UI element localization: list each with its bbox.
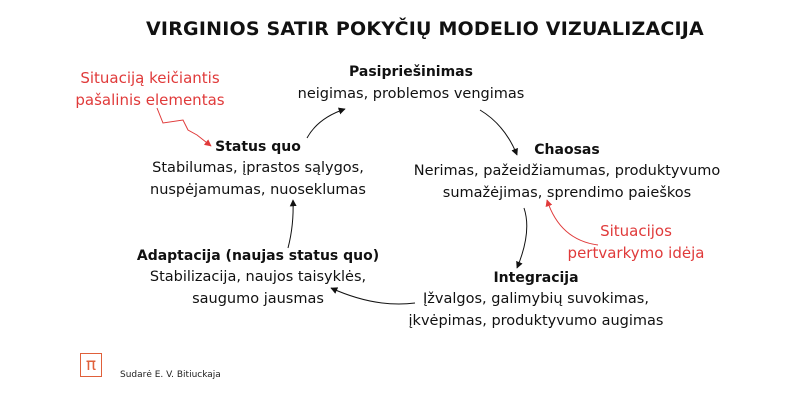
node-chaos-line-1: Nerimas, pažeidžiamumas, produktyvumo — [413, 163, 721, 179]
node-adaptation-line-2: saugumo jausmas — [192, 291, 324, 307]
node-chaos-line-2: sumažėjimas, sprendimo paieškos — [442, 185, 692, 201]
note-transforming-idea-line-1: Situacijos — [600, 222, 672, 240]
node-chaos — [402, 142, 732, 204]
node-resistance-title: Pasipriešinimas — [349, 64, 473, 80]
diagram-title: VIRGINIOS SATIR POKYČIŲ MODELIO VIZUALIZACIJA — [146, 18, 704, 40]
node-integration-title: Integracija — [493, 270, 579, 286]
note-foreign-element-line-2: pašalinis elementas — [75, 91, 225, 109]
note-transforming-idea — [556, 220, 716, 264]
node-integration-line-2: įkvėpimas, produktyvumo augimas — [408, 313, 664, 329]
node-adaptation-title: Adaptacija (naujas status quo) — [136, 248, 380, 264]
arrow-chaos-to-integration — [517, 208, 527, 268]
note-transforming-idea-line-2: pertvarkymo idėja — [567, 244, 705, 262]
node-status-quo-title: Status quo — [215, 139, 301, 155]
node-resistance-line-1: neigimas, problemos vengimas — [297, 86, 525, 102]
node-resistance — [266, 64, 556, 105]
author-credit: Sudarė E. V. Bitiuckaja — [120, 370, 221, 380]
node-integration-line-1: Įžvalgos, galimybių suvokimas, — [423, 291, 649, 307]
node-adaptation — [128, 248, 388, 310]
node-adaptation-line-1: Stabilizacija, naujos taisyklės, — [149, 269, 367, 285]
node-status-quo-line-1: Stabilumas, įprastos sąlygos, — [152, 160, 364, 176]
arrow-adaptation-to-status — [288, 200, 293, 248]
node-integration — [386, 270, 686, 332]
note-foreign-element-line-1: Situaciją keičiantis — [80, 69, 220, 87]
node-status-quo — [128, 139, 388, 201]
note-foreign-element — [60, 67, 240, 111]
arrow-status-to-resistance — [307, 109, 345, 138]
node-status-quo-line-2: nuspėjamumas, nuoseklumas — [150, 182, 366, 198]
node-chaos-title: Chaosas — [534, 142, 600, 158]
pi-logo-icon: π — [80, 353, 102, 377]
